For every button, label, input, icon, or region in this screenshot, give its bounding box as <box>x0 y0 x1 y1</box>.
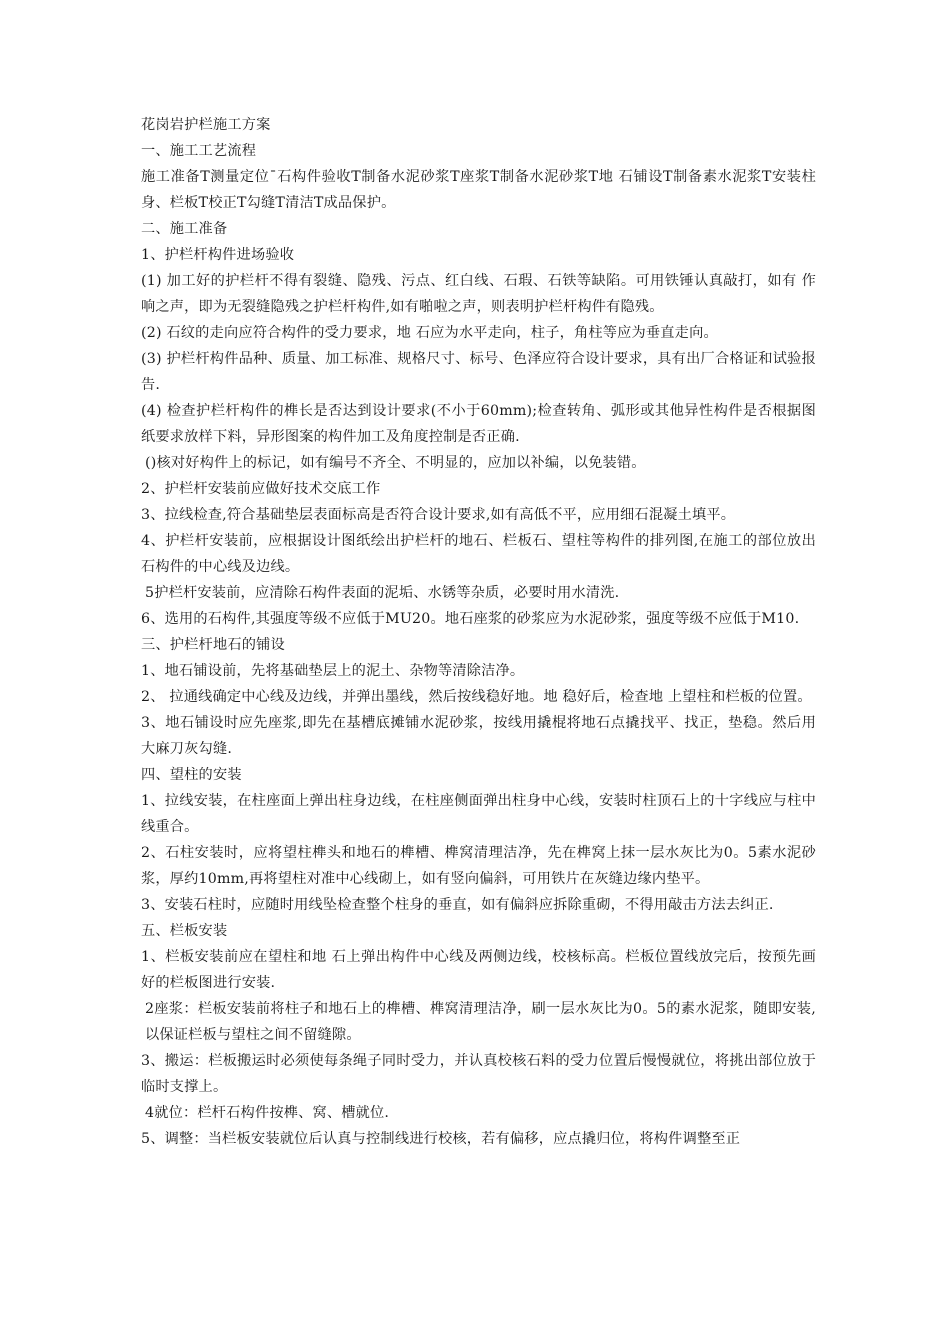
paragraph: (3) 护栏杆构件品种、质量、加工标准、规格尺寸、标号、色泽应符合设计要求，具有出厂合格证和试验报告. <box>141 351 816 393</box>
paragraph: 2、石柱安装时，应将望柱榫头和地石的榫槽、榫窝清理洁净，先在榫窝上抹一层水灰比为0。5素水泥砂浆，厚约10mm,再将望柱对准中心线砌上，如有竖向偏斜，可用铁片在灰缝边缘内垫平。 <box>141 845 816 887</box>
paragraph: 4就位：栏杆石构件按榫、窝、槽就位. <box>145 1105 390 1121</box>
paragraph: 3、搬运：栏板搬运时必须使每条绳子同时受力，并认真校核石料的受力位置后慢慢就位，将挑出部位放于临时支撑上。 <box>141 1053 816 1095</box>
paragraph: 1、栏板安装前应在望柱和地 石上弹出构件中心线及两侧边线，校核标高。栏板位置线放完后，按预先画好的栏板图进行安装. <box>141 949 816 991</box>
paragraph: (1) 加工好的护栏杆不得有裂缝、隐残、污点、红白线、石瑕、石铁等缺陷。可用铁锤认真敲打，如有 作响之声，即为无裂缝隐残之护栏杆构件,如有啪啦之声，则表明护栏杆构件有隐残。 <box>141 273 816 315</box>
paragraph: 5、调整：当栏板安装就位后认真与控制线进行校核，若有偏移，应点撬归位，将构件调整至正 <box>141 1131 741 1147</box>
paragraph: 3、地石铺设时应先座浆,即先在基槽底摊铺水泥砂浆，按线用撬棍将地石点撬找平、找正，垫稳。然后用大麻刀灰勾缝. <box>141 715 816 757</box>
section-heading: 二、施工准备 <box>141 221 228 237</box>
paragraph: (2) 石纹的走向应符合构件的受力要求，地 石应为水平走向，柱子，角柱等应为垂直走向。 <box>141 325 718 341</box>
paragraph: 5护栏杆安装前，应清除石构件表面的泥垢、水锈等杂质，必要时用水清洗. <box>145 585 620 601</box>
document-page <box>141 112 816 1152</box>
section-heading: 五、栏板安装 <box>141 923 228 939</box>
paragraph: (4) 检查护栏杆构件的榫长是否达到设计要求(不小于60mm);检查转角、弧形或其他异性构件是否根据图纸要求放样下料，异形图案的构件加工及角度控制是否正确. <box>141 403 816 445</box>
paragraph: 3、安装石柱时，应随时用线坠检查整个柱身的垂直，如有偏斜应拆除重砌，不得用敲击方法去纠正. <box>141 897 774 913</box>
section-heading: 四、望柱的安装 <box>141 767 242 783</box>
paragraph: 2、护栏杆安装前应做好技术交底工作 <box>141 481 381 497</box>
subsection-heading: 1、护栏杆构件进场验收 <box>141 247 295 263</box>
paragraph: 3、拉线检查,符合基础垫层表面标高是否符合设计要求,如有高低不平，应用细石混凝土填平。 <box>141 507 736 523</box>
paragraph: 6、选用的石构件,其强度等级不应低于MU20。地石座浆的砂浆应为水泥砂浆，强度等级不应低于M10. <box>141 611 800 627</box>
section-heading: 一、施工工艺流程 <box>141 143 257 159</box>
paragraph: 1、地石铺设前，先将基础垫层上的泥土、杂物等清除洁净。 <box>141 663 525 679</box>
paragraph: 施工准备T测量定位ˉ石构件验收T制备水泥砂浆T座浆T制备水泥砂浆T地 石铺设T制备素水泥浆T安装柱身、栏板T校正T勾缝T清洁T成品保护。 <box>141 169 816 211</box>
paragraph: 2、 拉通线确定中心线及边线，并弹出墨线，然后按线稳好地。地 稳好后，检查地 上望柱和栏板的位置。 <box>141 689 812 705</box>
paragraph: 1、拉线安装，在柱座面上弹出柱身边线，在柱座侧面弹出柱身中心线，安装时柱顶石上的十字线应与柱中线重合。 <box>141 793 816 835</box>
paragraph: 4、护栏杆安装前，应根据设计图纸绘出护栏杆的地石、栏板石、望柱等构件的排列图,在施工的部位放出石构件的中心线及边线。 <box>141 533 816 575</box>
section-heading: 三、护栏杆地石的铺设 <box>141 637 285 653</box>
paragraph: ()核对好构件上的标记，如有编号不齐全、不明显的，应加以补编，以免装错。 <box>145 455 646 471</box>
paragraph: 2座浆：栏板安装前将柱子和地石上的榫槽、榫窝清理洁净，刷一层水灰比为0。5的素水泥浆，随即安装,以保证栏板与望柱之间不留缝隙。 <box>145 1001 816 1043</box>
document-title: 花岗岩护栏施工方案 <box>141 117 271 133</box>
